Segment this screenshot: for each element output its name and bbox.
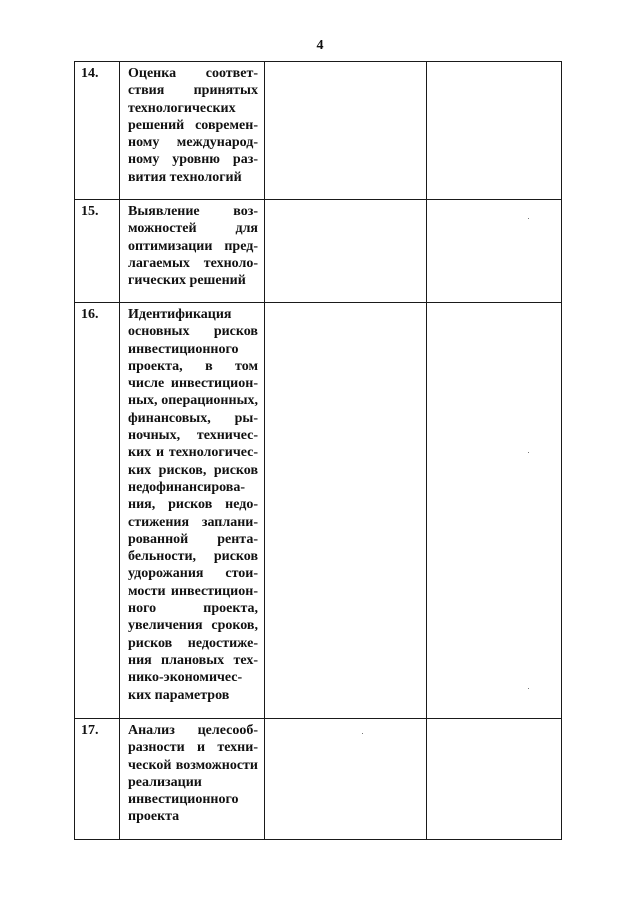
row-description: Анализ целесообразности и технической возможности реализации инвестиционного проекта bbox=[128, 723, 258, 825]
row-number: 16. bbox=[81, 307, 99, 322]
empty-cell[interactable] bbox=[427, 719, 562, 840]
table-row bbox=[75, 719, 562, 840]
row-number-cell bbox=[75, 62, 120, 200]
scan-speck bbox=[528, 452, 529, 453]
row-number-cell bbox=[75, 303, 120, 719]
row-number: 15. bbox=[81, 204, 99, 219]
row-description: Идентификация основных рисков инвестиционного проекта, в том числе инвестиционных, операционных, финансовых, рыночных, технических и технологических рисков, рисков недофинансирования, рисков недостижения запланированной рентабельности, рисков удорожания стоимости инвестиционного проекта, увеличения сроков, рисков недостижения плановых технико-экономических параметров bbox=[128, 307, 258, 703]
empty-cell[interactable] bbox=[265, 62, 427, 200]
row-description: Оценка соответствия принятых технологических решений современному международному уровню развития технологий bbox=[128, 66, 258, 185]
row-description-cell bbox=[120, 719, 265, 840]
row-description-cell bbox=[120, 200, 265, 303]
row-description-cell bbox=[120, 62, 265, 200]
table-row bbox=[75, 62, 562, 200]
scan-speck bbox=[362, 733, 363, 734]
empty-cell[interactable] bbox=[427, 200, 562, 303]
row-number-cell bbox=[75, 200, 120, 303]
row-number-cell bbox=[75, 719, 120, 840]
scan-speck bbox=[528, 688, 529, 689]
empty-cell[interactable] bbox=[265, 719, 427, 840]
empty-cell[interactable] bbox=[265, 303, 427, 719]
row-number: 14. bbox=[81, 66, 99, 81]
empty-cell[interactable] bbox=[427, 303, 562, 719]
row-description: Выявление возможностей для оптимизации предлагаемых технологических решений bbox=[128, 204, 258, 289]
scan-speck bbox=[528, 218, 529, 219]
empty-cell[interactable] bbox=[427, 62, 562, 200]
row-description-cell bbox=[120, 303, 265, 719]
empty-cell[interactable] bbox=[265, 200, 427, 303]
row-number: 17. bbox=[81, 723, 99, 738]
table-row bbox=[75, 200, 562, 303]
page-number: 4 bbox=[316, 38, 324, 53]
form-table bbox=[74, 61, 562, 840]
table-row bbox=[75, 303, 562, 719]
